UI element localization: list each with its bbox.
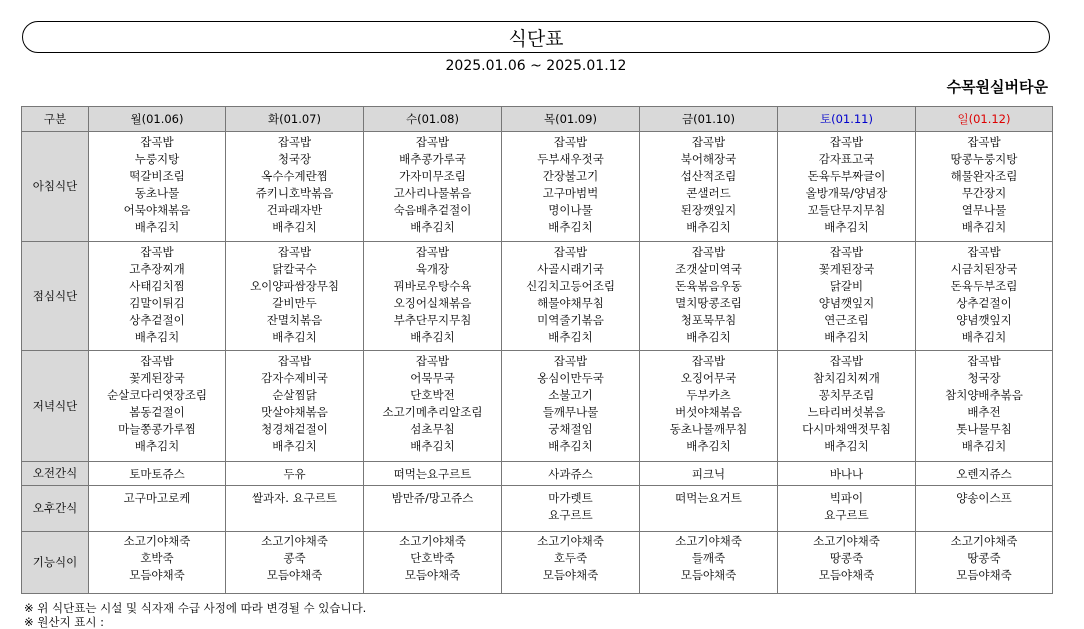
menu-item: 어묵무국 <box>410 371 455 385</box>
menu-item: 연근조림 <box>824 313 869 327</box>
menu-item: 건파래자반 <box>266 203 323 217</box>
menu-item: 갈비만두 <box>272 296 317 310</box>
weekly-menu-table <box>21 106 1053 594</box>
menu-item: 섭산적조림 <box>680 169 737 183</box>
menu-item: 해물야채무침 <box>537 296 604 310</box>
menu-item: 배추김치 <box>961 330 1007 344</box>
menu-item: 오징어무국 <box>680 371 737 385</box>
morning-snack-cell-mon <box>89 462 226 486</box>
menu-item: 잡곡밥 <box>277 245 312 259</box>
menu-item: 상추겉절이 <box>956 296 1012 310</box>
menu-item: 돈육두부조림 <box>950 279 1018 293</box>
menu-item: 마가렛트 <box>548 491 593 505</box>
menu-item: 두부카츠 <box>686 388 731 402</box>
menu-item: 떡갈비조림 <box>129 169 185 183</box>
corner-header: 구분 <box>22 107 89 132</box>
row-label-functional-meal: 기능식이 <box>22 532 89 594</box>
menu-item: 옥수수계란찜 <box>261 169 328 183</box>
menu-item: 잡곡밥 <box>829 135 864 149</box>
menu-item: 배추전 <box>967 405 1001 419</box>
menu-item: 된장깻잎지 <box>680 203 737 217</box>
breakfast-row <box>22 132 1053 242</box>
menu-item: 열무나물 <box>961 203 1007 217</box>
menu-item: 궁채절임 <box>548 422 593 436</box>
menu-item: 쌀과자. 요구르트 <box>251 491 338 505</box>
menu-item: 고구마고로케 <box>123 491 191 505</box>
menu-item: 가자미무조림 <box>399 169 466 183</box>
menu-item: 토마토쥬스 <box>129 467 185 481</box>
lunch-cell-sat <box>778 242 916 351</box>
day-header-wed: 수(01.08) <box>364 107 502 132</box>
lunch-cell-wed <box>364 242 502 351</box>
menu-item: 모듬야채죽 <box>129 568 185 582</box>
day-header-thu: 목(01.09) <box>502 107 640 132</box>
breakfast-cell-sat <box>778 132 916 242</box>
functional-meal-cell-tue <box>226 532 364 594</box>
dinner-cell-wed <box>364 351 502 462</box>
menu-item: 잡곡밥 <box>415 135 450 149</box>
menu-item: 청국장 <box>967 371 1001 385</box>
menu-item: 명이나물 <box>548 203 593 217</box>
menu-item: 모듬야채죽 <box>266 568 323 582</box>
menu-item: 잡곡밥 <box>553 135 588 149</box>
menu-item: 콘샐러드 <box>686 186 731 200</box>
menu-item: 김말이튀김 <box>129 296 185 310</box>
menu-item: 오렌지쥬스 <box>956 467 1012 481</box>
functional-meal-cell-fri <box>640 532 778 594</box>
menu-item: 두유 <box>283 467 306 481</box>
menu-item: 배추김치 <box>548 439 593 453</box>
menu-item: 꽃게된장국 <box>129 371 185 385</box>
menu-item: 잡곡밥 <box>829 245 864 259</box>
menu-item: 잡곡밥 <box>415 245 450 259</box>
menu-item: 오징어실채볶음 <box>393 296 472 310</box>
day-header-tue: 화(01.07) <box>226 107 364 132</box>
lunch-row <box>22 242 1053 351</box>
menu-title-banner <box>22 21 1050 53</box>
menu-item: 잡곡밥 <box>829 354 864 368</box>
facility-name: 수목원실버타운 <box>946 78 1048 96</box>
menu-item: 오이양파쌈장무침 <box>250 279 339 293</box>
menu-item: 배추김치 <box>686 220 731 234</box>
menu-item: 버섯야채볶음 <box>675 405 742 419</box>
functional-meal-cell-thu <box>502 532 640 594</box>
day-header-row <box>22 107 1053 132</box>
note-line: ※ 원산지 표시 : <box>24 615 105 629</box>
menu-item: 숙음배추겉절이 <box>393 203 472 217</box>
menu-period: 2025.01.06 ~ 2025.01.12 <box>445 58 627 74</box>
afternoon-snack-row <box>22 486 1053 532</box>
menu-item: 참치양배추볶음 <box>945 388 1023 402</box>
breakfast-cell-fri <box>640 132 778 242</box>
functional-meal-row <box>22 532 1053 594</box>
menu-item: 잡곡밥 <box>140 354 174 368</box>
morning-snack-cell-sat <box>778 462 916 486</box>
menu-item: 미역줄기볶음 <box>537 313 604 327</box>
menu-item: 피크닉 <box>691 467 726 481</box>
menu-item: 섬초무침 <box>410 422 455 436</box>
menu-item: 잡곡밥 <box>691 135 726 149</box>
menu-item: 꿔바로우탕수육 <box>393 279 472 293</box>
menu-item: 사골시래기국 <box>537 262 604 276</box>
menu-item: 모듬야채죽 <box>818 568 875 582</box>
menu-item: 소고기야채죽 <box>813 534 880 548</box>
menu-item: 소불고기 <box>548 388 593 402</box>
afternoon-snack-cell-tue <box>226 486 364 532</box>
lunch-cell-fri <box>640 242 778 351</box>
morning-snack-cell-tue <box>226 462 364 486</box>
menu-item: 소고기야채죽 <box>399 534 466 548</box>
menu-item: 청국장 <box>277 152 312 166</box>
menu-item: 잡곡밥 <box>415 354 450 368</box>
menu-item: 배추김치 <box>134 439 180 453</box>
menu-item: 청경채겉절이 <box>261 422 328 436</box>
menu-item: 사태김치찜 <box>129 279 185 293</box>
menu-item: 북어해장국 <box>680 152 737 166</box>
menu-item: 상추겉절이 <box>129 313 185 327</box>
menu-item: 무간장지 <box>961 186 1007 200</box>
afternoon-snack-cell-mon <box>89 486 226 532</box>
menu-item: 다시마채액젓무침 <box>802 422 891 436</box>
dinner-row <box>22 351 1053 462</box>
morning-snack-cell-fri <box>640 462 778 486</box>
dinner-cell-fri <box>640 351 778 462</box>
menu-item: 모듬야채죽 <box>956 568 1012 582</box>
afternoon-snack-cell-wed <box>364 486 502 532</box>
menu-item: 떠먹는요거트 <box>675 491 742 505</box>
lunch-cell-mon <box>89 242 226 351</box>
menu-item: 멸치땅콩조림 <box>675 296 742 310</box>
menu-item: 소고기메추리알조림 <box>382 405 483 419</box>
menu-item: 신김치고등어조림 <box>526 279 615 293</box>
lunch-cell-sun <box>916 242 1053 351</box>
note-line: ※ 위 식단표는 시설 및 식자재 수급 사정에 따라 변경될 수 있습니다. <box>24 601 367 615</box>
menu-item: 해물완자조림 <box>950 169 1018 183</box>
menu-item: 바나나 <box>829 467 864 481</box>
menu-item: 누룽지탕 <box>134 152 180 166</box>
menu-item: 배추김치 <box>824 220 869 234</box>
menu-item: 모듬야채죽 <box>680 568 737 582</box>
menu-item: 배추김치 <box>824 330 869 344</box>
menu-item: 꽁치무조림 <box>818 388 875 402</box>
menu-item: 꽃게된장국 <box>818 262 875 276</box>
functional-meal-cell-mon <box>89 532 226 594</box>
menu-item: 시금치된장국 <box>950 262 1018 276</box>
breakfast-cell-tue <box>226 132 364 242</box>
menu-item: 잡곡밥 <box>277 135 312 149</box>
menu-item: 배추김치 <box>686 330 731 344</box>
menu-item: 고추장찌개 <box>129 262 185 276</box>
menu-item: 잡곡밥 <box>140 135 174 149</box>
morning-snack-cell-wed <box>364 462 502 486</box>
menu-item: 봄동겉절이 <box>129 405 185 419</box>
menu-item: 잡곡밥 <box>277 354 312 368</box>
menu-item: 배추김치 <box>548 220 593 234</box>
dinner-cell-tue <box>226 351 364 462</box>
menu-item: 소고기야채죽 <box>675 534 742 548</box>
menu-item: 돈육두부짜글이 <box>807 169 886 183</box>
menu-item: 배추김치 <box>272 330 317 344</box>
menu-item: 잔멸치볶음 <box>266 313 323 327</box>
day-header-sun: 일(01.12) <box>916 107 1053 132</box>
menu-item: 잡곡밥 <box>140 245 174 259</box>
menu-item: 배추김치 <box>134 330 180 344</box>
functional-meal-cell-wed <box>364 532 502 594</box>
menu-item: 순살코다리엿장조림 <box>107 388 207 402</box>
dinner-cell-sun <box>916 351 1053 462</box>
menu-item: 호박죽 <box>140 551 174 565</box>
dinner-cell-mon <box>89 351 226 462</box>
day-header-mon: 월(01.06) <box>89 107 226 132</box>
menu-item: 소고기야채죽 <box>123 534 191 548</box>
menu-item: 쥬키니호박볶음 <box>255 186 334 200</box>
menu-item: 땅콩죽 <box>829 551 864 565</box>
breakfast-cell-sun <box>916 132 1053 242</box>
breakfast-cell-thu <box>502 132 640 242</box>
menu-item: 빅파이 <box>829 491 864 505</box>
menu-item: 잡곡밥 <box>691 245 726 259</box>
menu-item: 올방개묵/양념장 <box>805 186 888 200</box>
menu-item: 단호박전 <box>410 388 455 402</box>
lunch-cell-tue <box>226 242 364 351</box>
menu-item: 육개장 <box>415 262 450 276</box>
menu-item: 모듬야채죽 <box>404 568 461 582</box>
row-label-afternoon-snack: 오후간식 <box>22 486 89 532</box>
menu-item: 톳나물무침 <box>956 422 1012 436</box>
menu-item: 동초나물깨무침 <box>669 422 748 436</box>
row-label-breakfast: 아침식단 <box>22 132 89 242</box>
menu-item: 호두죽 <box>553 551 588 565</box>
morning-snack-row <box>22 462 1053 486</box>
afternoon-snack-cell-fri <box>640 486 778 532</box>
menu-item: 요구르트 <box>824 508 869 522</box>
menu-item: 두부새우젓국 <box>537 152 604 166</box>
menu-item: 배추김치 <box>824 439 869 453</box>
menu-item: 배추김치 <box>410 439 455 453</box>
dinner-cell-thu <box>502 351 640 462</box>
menu-item: 고구마범벅 <box>542 186 599 200</box>
functional-meal-cell-sat <box>778 532 916 594</box>
morning-snack-cell-sun <box>916 462 1053 486</box>
row-label-morning-snack: 오전간식 <box>22 462 89 486</box>
menu-item: 꼬들단무지무침 <box>807 203 886 217</box>
menu-item: 모듬야채죽 <box>542 568 599 582</box>
menu-item: 느타리버섯볶음 <box>807 405 886 419</box>
page-title: 식단표 <box>508 27 564 50</box>
menu-item: 청포묵무침 <box>680 313 737 327</box>
row-label-lunch: 점심식단 <box>22 242 89 351</box>
dinner-cell-sat <box>778 351 916 462</box>
menu-item: 간장불고기 <box>542 169 599 183</box>
menu-item: 배추김치 <box>961 439 1007 453</box>
menu-item: 감자표고국 <box>818 152 875 166</box>
menu-item: 들깨무나물 <box>542 405 599 419</box>
day-header-fri: 금(01.10) <box>640 107 778 132</box>
menu-item: 배추콩가루국 <box>399 152 466 166</box>
menu-item: 배추김치 <box>410 330 455 344</box>
menu-item: 배추김치 <box>961 220 1007 234</box>
menu-item: 돈육볶음우동 <box>675 279 742 293</box>
menu-item: 배추김치 <box>548 330 593 344</box>
menu-item: 닭칼국수 <box>272 262 317 276</box>
menu-item: 조갯살미역국 <box>675 262 742 276</box>
afternoon-snack-cell-sat <box>778 486 916 532</box>
menu-item: 요구르트 <box>548 508 593 522</box>
menu-item: 잡곡밥 <box>967 245 1001 259</box>
afternoon-snack-cell-sun <box>916 486 1053 532</box>
menu-item: 소고기야채죽 <box>950 534 1018 548</box>
menu-item: 고사리나물볶음 <box>393 186 472 200</box>
menu-item: 배추김치 <box>272 220 317 234</box>
functional-meal-cell-sun <box>916 532 1053 594</box>
menu-item: 소고기야채죽 <box>261 534 328 548</box>
menu-item: 부추단무지무침 <box>393 313 472 327</box>
menu-item: 참치김치찌개 <box>813 371 880 385</box>
menu-item: 옹심이만두국 <box>537 371 604 385</box>
breakfast-cell-wed <box>364 132 502 242</box>
menu-item: 땅콩누룽지탕 <box>950 152 1018 166</box>
afternoon-snack-cell-thu <box>502 486 640 532</box>
menu-item: 잡곡밥 <box>691 354 726 368</box>
menu-item: 떠먹는요구르트 <box>393 467 472 481</box>
menu-item: 감자수제비국 <box>261 371 328 385</box>
menu-item: 배추김치 <box>410 220 455 234</box>
menu-item: 밤만쥬/망고쥬스 <box>391 491 474 505</box>
menu-item: 맛살야채볶음 <box>261 405 328 419</box>
menu-item: 들깨죽 <box>691 551 726 565</box>
menu-item: 양송이스프 <box>956 491 1012 505</box>
menu-item: 양념깻잎지 <box>956 313 1012 327</box>
day-header-sat: 토(01.11) <box>778 107 916 132</box>
menu-item: 콩죽 <box>283 551 306 565</box>
row-label-dinner: 저녁식단 <box>22 351 89 462</box>
menu-item: 잡곡밥 <box>553 354 588 368</box>
menu-item: 사과쥬스 <box>548 467 593 481</box>
menu-item: 땅콩죽 <box>967 551 1001 565</box>
menu-item: 양념깻잎지 <box>818 296 875 310</box>
morning-snack-cell-thu <box>502 462 640 486</box>
menu-item: 마늘쫑콩가루찜 <box>118 422 196 436</box>
menu-item: 소고기야채죽 <box>537 534 604 548</box>
menu-item: 잡곡밥 <box>967 354 1001 368</box>
menu-item: 어묵야채볶음 <box>123 203 191 217</box>
menu-item: 단호박죽 <box>410 551 455 565</box>
menu-item: 배추김치 <box>134 220 180 234</box>
menu-item: 배추김치 <box>272 439 317 453</box>
menu-item: 배추김치 <box>686 439 731 453</box>
menu-item: 순살찜닭 <box>272 388 317 402</box>
menu-item: 잡곡밥 <box>967 135 1001 149</box>
lunch-cell-thu <box>502 242 640 351</box>
menu-item: 닭갈비 <box>829 279 864 293</box>
menu-item: 동초나물 <box>134 186 180 200</box>
menu-item: 잡곡밥 <box>553 245 588 259</box>
breakfast-cell-mon <box>89 132 226 242</box>
